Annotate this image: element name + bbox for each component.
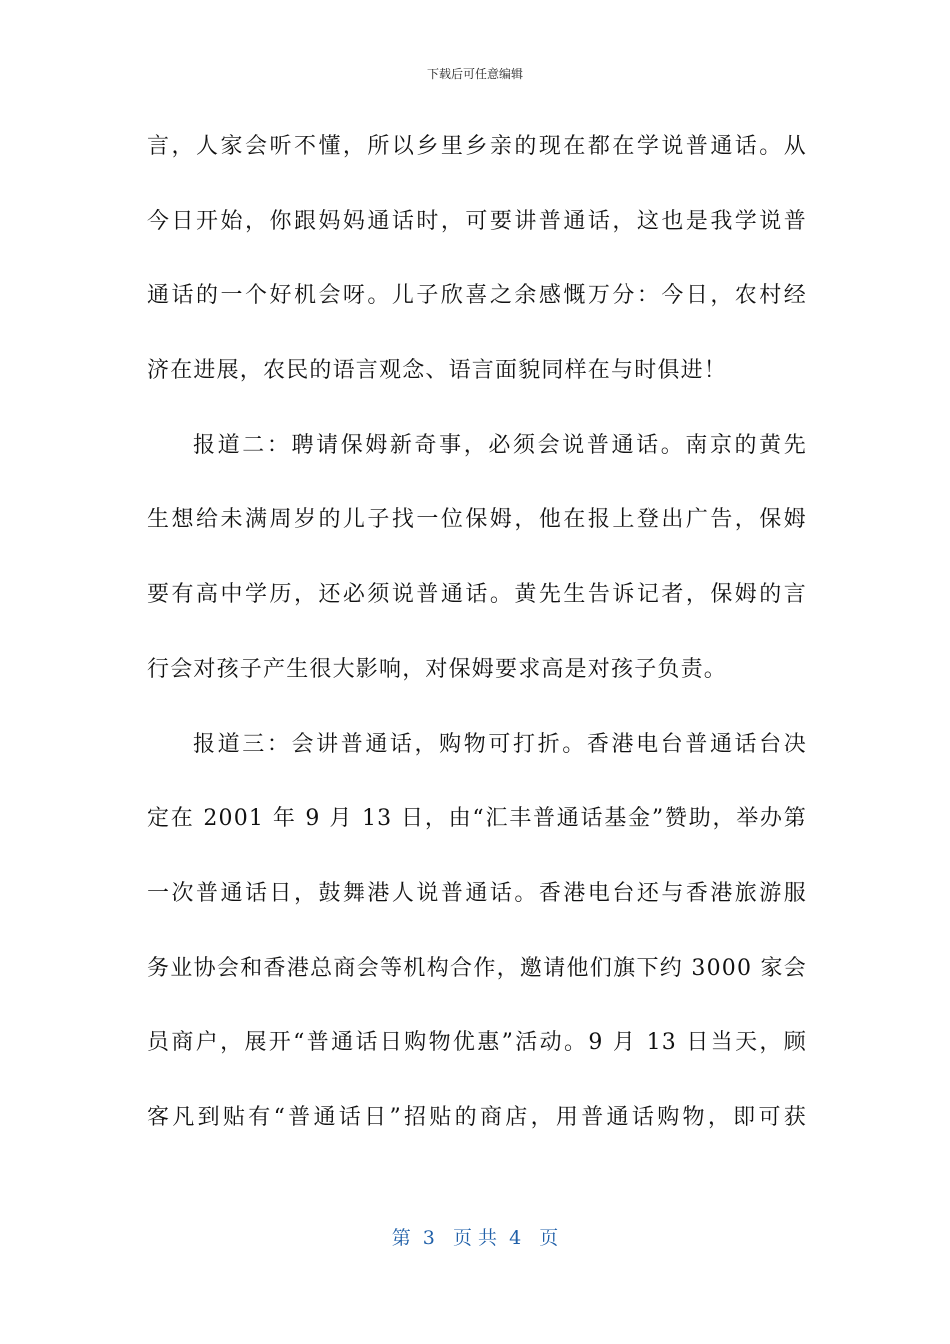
text-line: 一次普通话日，鼓舞港人说普通话。香港电台还与香港旅游服	[147, 880, 807, 906]
text-line: 客凡到贴有“普通话日”招贴的商店，用普通话购物，即可获	[147, 1104, 807, 1130]
paragraph-first-line: 报道三：会讲普通话，购物可打折。香港电台普通话台决	[193, 731, 807, 757]
paragraph-first-line: 报道二：聘请保姆新奇事，必须会说普通话。南京的黄先	[193, 432, 807, 458]
page-header: 下载后可任意编辑	[426, 67, 523, 81]
document-body	[147, 127, 807, 1173]
text-line: 今日开始，你跟妈妈通话时，可要讲普通话，这也是我学说普	[147, 208, 807, 234]
text-line: 员商户，展开“普通话日购物优惠”活动。9 月 13 日当天，顾	[147, 1030, 807, 1056]
text-line: 务业协会和香港总商会等机构合作，邀请他们旗下约 3000 家会	[147, 955, 807, 981]
text-line: 通话的一个好机会呀。儿子欣喜之余感慨万分：今日，农村经	[147, 283, 807, 309]
text-line: 济在进展，农民的语言观念、语言面貌同样在与时俱进！	[147, 358, 728, 384]
page-number-footer: 第 3 页 共 4 页	[391, 1227, 559, 1249]
text-line: 要有高中学历，还必须说普通话。黄先生告诉记者，保姆的言	[147, 582, 807, 608]
text-line: 言，人家会听不懂，所以乡里乡亲的现在都在学说普通话。从	[147, 134, 807, 159]
text-line: 定在 2001 年 9 月 13 日，由“汇丰普通话基金”赞助，举办第	[147, 806, 807, 832]
text-line: 行会对孩子产生很大影响，对保姆要求高是对孩子负责。	[147, 656, 728, 682]
text-line: 生想给未满周岁的儿子找一位保姆，他在报上登出广告，保姆	[147, 507, 807, 533]
